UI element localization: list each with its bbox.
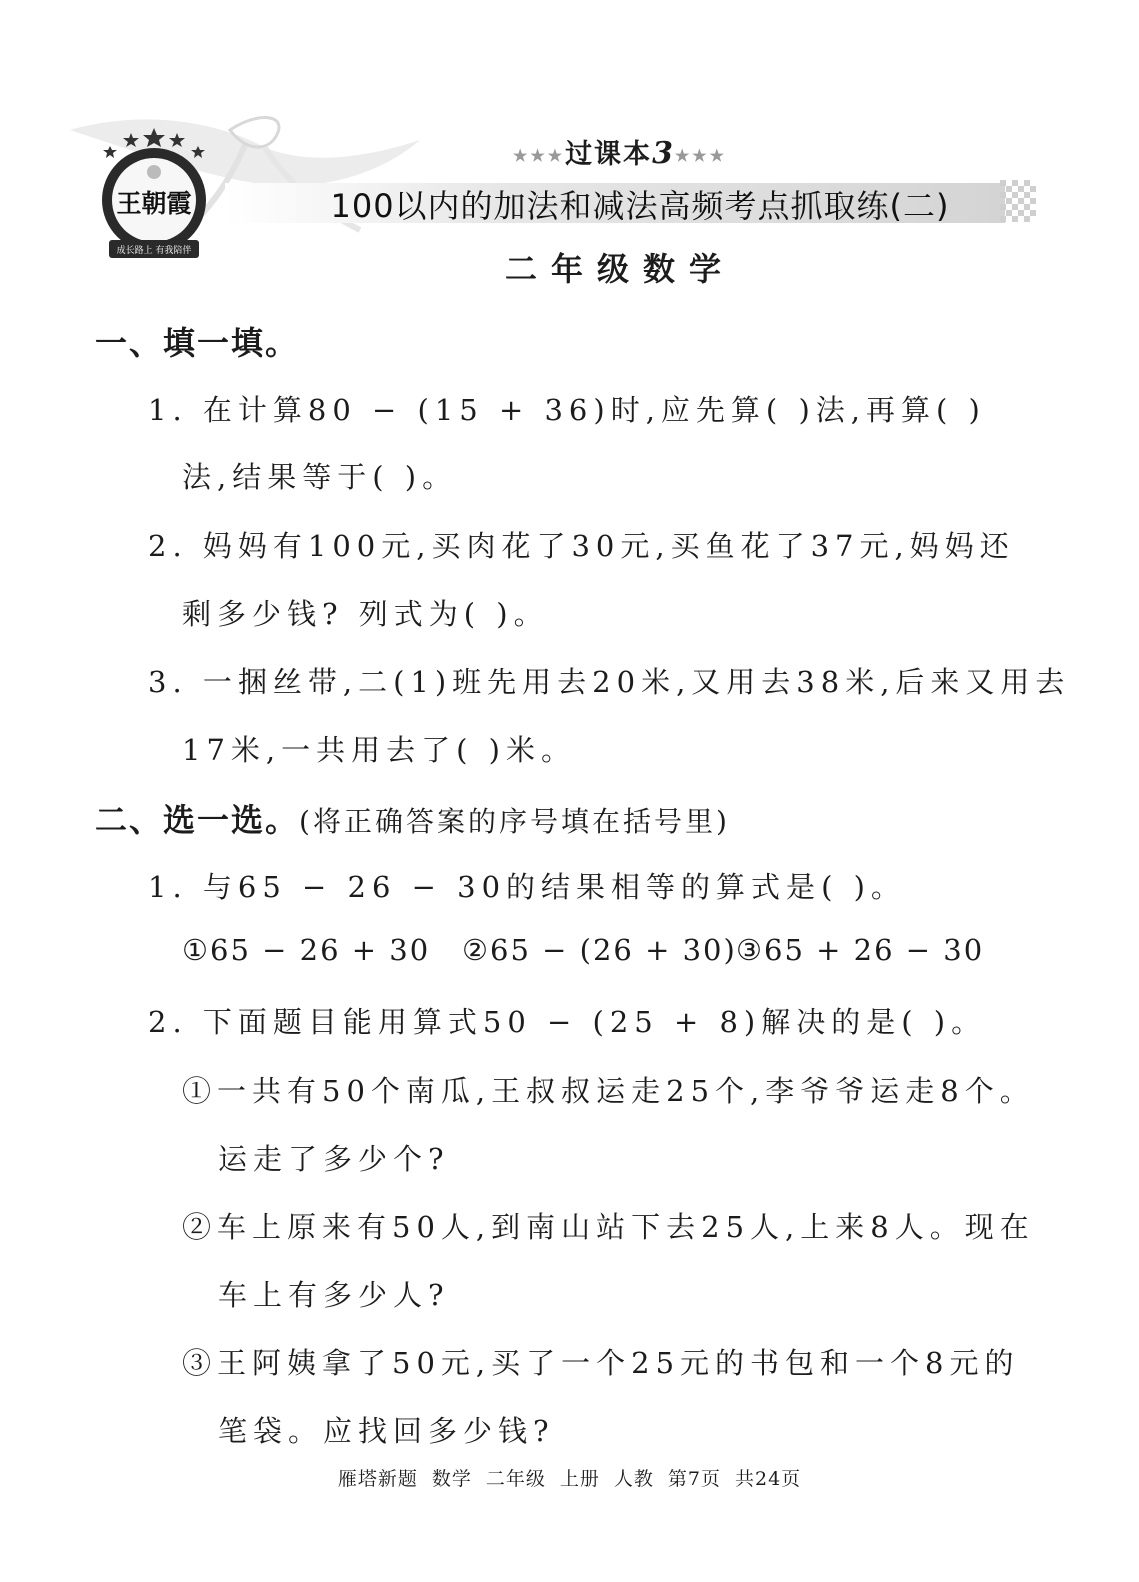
footer-volume: 上册 (559, 1468, 600, 1490)
q2-line1: 2. 妈妈有100元,买肉花了30元,买鱼花了37元,妈妈还 (148, 529, 1015, 563)
logo-name: 王朝霞 (116, 189, 192, 218)
s2-q1-stem: 1. 与65 − 26 − 30的结果相等的算式是( )。 (148, 870, 906, 904)
q2-line2: 剩多少钱? 列式为( )。 (182, 597, 549, 631)
footer-subject: 数学 (431, 1468, 472, 1490)
s2-q2-option1-line1: ①一共有50个南瓜,王叔叔运走25个,李爷爷运走8个。 (182, 1074, 1035, 1108)
page-footer (0, 1464, 1139, 1491)
q3-line2: 17米,一共用去了( )米。 (182, 733, 576, 767)
stars-left: ★★★ (513, 146, 566, 165)
s2-q2-option1-line2: 运走了多少个? (218, 1142, 450, 1176)
logo-motto: 成长路上 有我陪伴 (116, 246, 192, 256)
footer-edition: 人教 (613, 1468, 654, 1490)
checker-decoration (1000, 180, 1036, 226)
s2-q2-option3-line1: ③王阿姨拿了50元,买了一个25元的书包和一个8元的 (182, 1346, 1020, 1380)
footer-grade: 二年级 (485, 1468, 546, 1490)
stars-right: ★★★ (674, 146, 727, 165)
s2-q2-stem: 2. 下面题目能用算式50 − (25 + 8)解决的是( )。 (148, 1005, 987, 1039)
series-label (430, 132, 810, 171)
q3-line1: 3. 一捆丝带,二(1)班先用去20米,又用去38米,后来又用去 (148, 665, 1071, 699)
q1-line1: 1. 在计算80 − (15 + 36)时,应先算( )法,再算( ) (148, 393, 986, 427)
s2-q2-option2-line1: ②车上原来有50人,到南山站下去25人,上来8人。现在 (182, 1210, 1035, 1244)
s2-q1-option1: ①65 − 26 + 30 (182, 933, 431, 967)
brand-logo (95, 128, 213, 266)
s2-q1-option2: ②65 − (26 + 30) (462, 933, 737, 967)
footer-total-pages: 共24页 (734, 1468, 802, 1490)
section2-note: (将正确答案的序号填在括号里) (299, 805, 730, 838)
footer-page-number: 第7页 (667, 1468, 721, 1490)
footer-book: 雁塔新题 (337, 1468, 418, 1490)
q1-line2: 法,结果等于( )。 (182, 460, 458, 494)
s2-q1-option3: ③65 + 26 − 30 (736, 933, 985, 967)
s2-q2-option2-line2: 车上有多少人? (218, 1278, 450, 1312)
section2-title: 二、选一选。 (95, 801, 300, 839)
section-heading-choose (95, 795, 730, 841)
series-text: 过课本 (565, 139, 653, 170)
s2-q2-option3-line2: 笔袋。应找回多少钱? (218, 1414, 555, 1448)
section-heading-fill: 一、填一填。 (95, 324, 300, 362)
page-title: 100以内的加法和减法高频考点抓取练(二) (330, 187, 950, 225)
page-subtitle: 二年级数学 (504, 250, 735, 288)
series-number: 3 (652, 136, 675, 171)
